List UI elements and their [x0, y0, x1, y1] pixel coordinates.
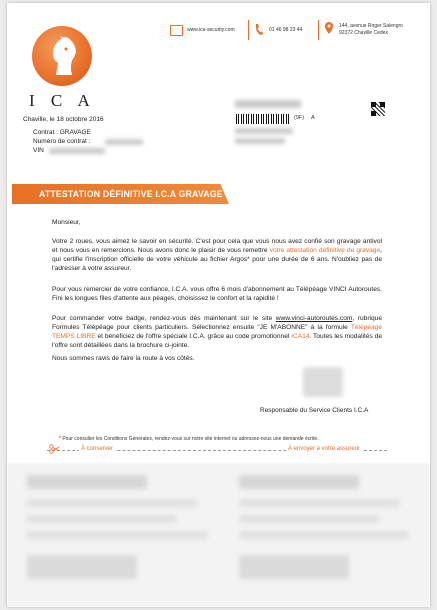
signature-title: Responsable du Service Clients I.C.A	[260, 407, 369, 414]
redacted-address-line	[235, 138, 285, 144]
qr-code-icon	[371, 102, 385, 116]
greeting: Monsieur,	[52, 219, 81, 226]
location-icon	[325, 22, 333, 34]
redacted-vin	[49, 148, 105, 154]
footnote: * Pour consulter les Conditions Générales, rendez-vous sur notre site internet ou adressez-nous une demande écrite.	[59, 436, 319, 442]
horse-head-icon	[46, 35, 80, 77]
vinci-link[interactable]: www.vinci-autoroutes.com	[275, 315, 353, 322]
address-line-1: 144, avenue Roger Salengro	[339, 23, 403, 29]
phone-text: 01 46 98 23 44	[269, 27, 303, 33]
divider	[248, 20, 249, 40]
letter-page	[7, 3, 430, 607]
banner-title: ATTESTATION DÉFINITIVE I.C.A GRAVAGE	[39, 189, 223, 200]
address-line-2: 92372 Chaville Cedex	[339, 30, 388, 36]
contract-label: Contrat : GRAVAGE	[33, 129, 91, 136]
redacted-address-line	[235, 128, 293, 134]
redacted-attestation-section	[7, 463, 430, 607]
highlight-attestation: votre attestation définitive de gravage	[269, 247, 381, 255]
website-text: www.ica-security.com	[187, 27, 235, 33]
phone-icon	[255, 23, 263, 35]
vin-label: VIN	[33, 147, 44, 154]
date-line: Chaville, le 18 octobre 2016	[23, 116, 104, 123]
paragraph-3: Pour commander votre badge, rendez-vous dès maintenant sur le site www.vinci-autoroutes.com, rubrique Formules Télépéage pour clients particuliers. Sélectionnez ensuite "JE M'ABONNE" à la formule Télépéage TEMPS LIBRE et bénéficiez de l'offre spéciale I.C.A. grâce au code promotionnel ICA14. Toutes les modalités de l'offre sont détaillées dans la brochure ci-jointe.	[52, 315, 383, 350]
highlight-promo-code: ICA14	[291, 333, 310, 341]
redacted-contract-number	[105, 139, 143, 145]
closing: Nous sommes ravis de faire la route à vos côtés.	[52, 355, 195, 362]
brand-name: I C A	[29, 91, 96, 110]
barcode	[236, 114, 291, 124]
redacted-recipient-name	[235, 100, 301, 108]
barcode-suffix: (9F)	[294, 115, 305, 121]
paragraph-1: Votre 2 roues, vous aimez le savoir en sécurité. C'est pour cela que vous nous avez confié son gravage antivol et nous vous en remercions. Nous avons donc le plaisir de vous remettre votre attestation définitive de gravage, qui certifie l'inscription officielle de votre véhicule au fichier Argos* pour une durée de 6 ans. N'oubliez pas de l'adresser à votre assureur.	[52, 238, 382, 273]
paragraph-2: Pour vous remercier de votre confiance, I.C.A. vous offre 6 mois d'abonnement au Télépéage VINCI Autoroutes. Fini les longues files d'attente aux péages, choisissez le confort et la rapidité !	[52, 286, 382, 303]
barcode-letter: A	[311, 115, 315, 121]
web-icon	[170, 25, 183, 36]
divider	[318, 20, 319, 40]
keep-label: À conserver	[81, 446, 114, 452]
horse-logo-icon	[32, 26, 92, 86]
scissors-icon	[49, 444, 59, 454]
send-label: À envoyer à votre assureur	[288, 446, 361, 452]
redacted-signature	[303, 367, 343, 397]
highlight-formula: Télépéage TEMPS LIBRE	[52, 324, 382, 341]
contract-number-label: Numéro de contrat :	[33, 138, 91, 145]
